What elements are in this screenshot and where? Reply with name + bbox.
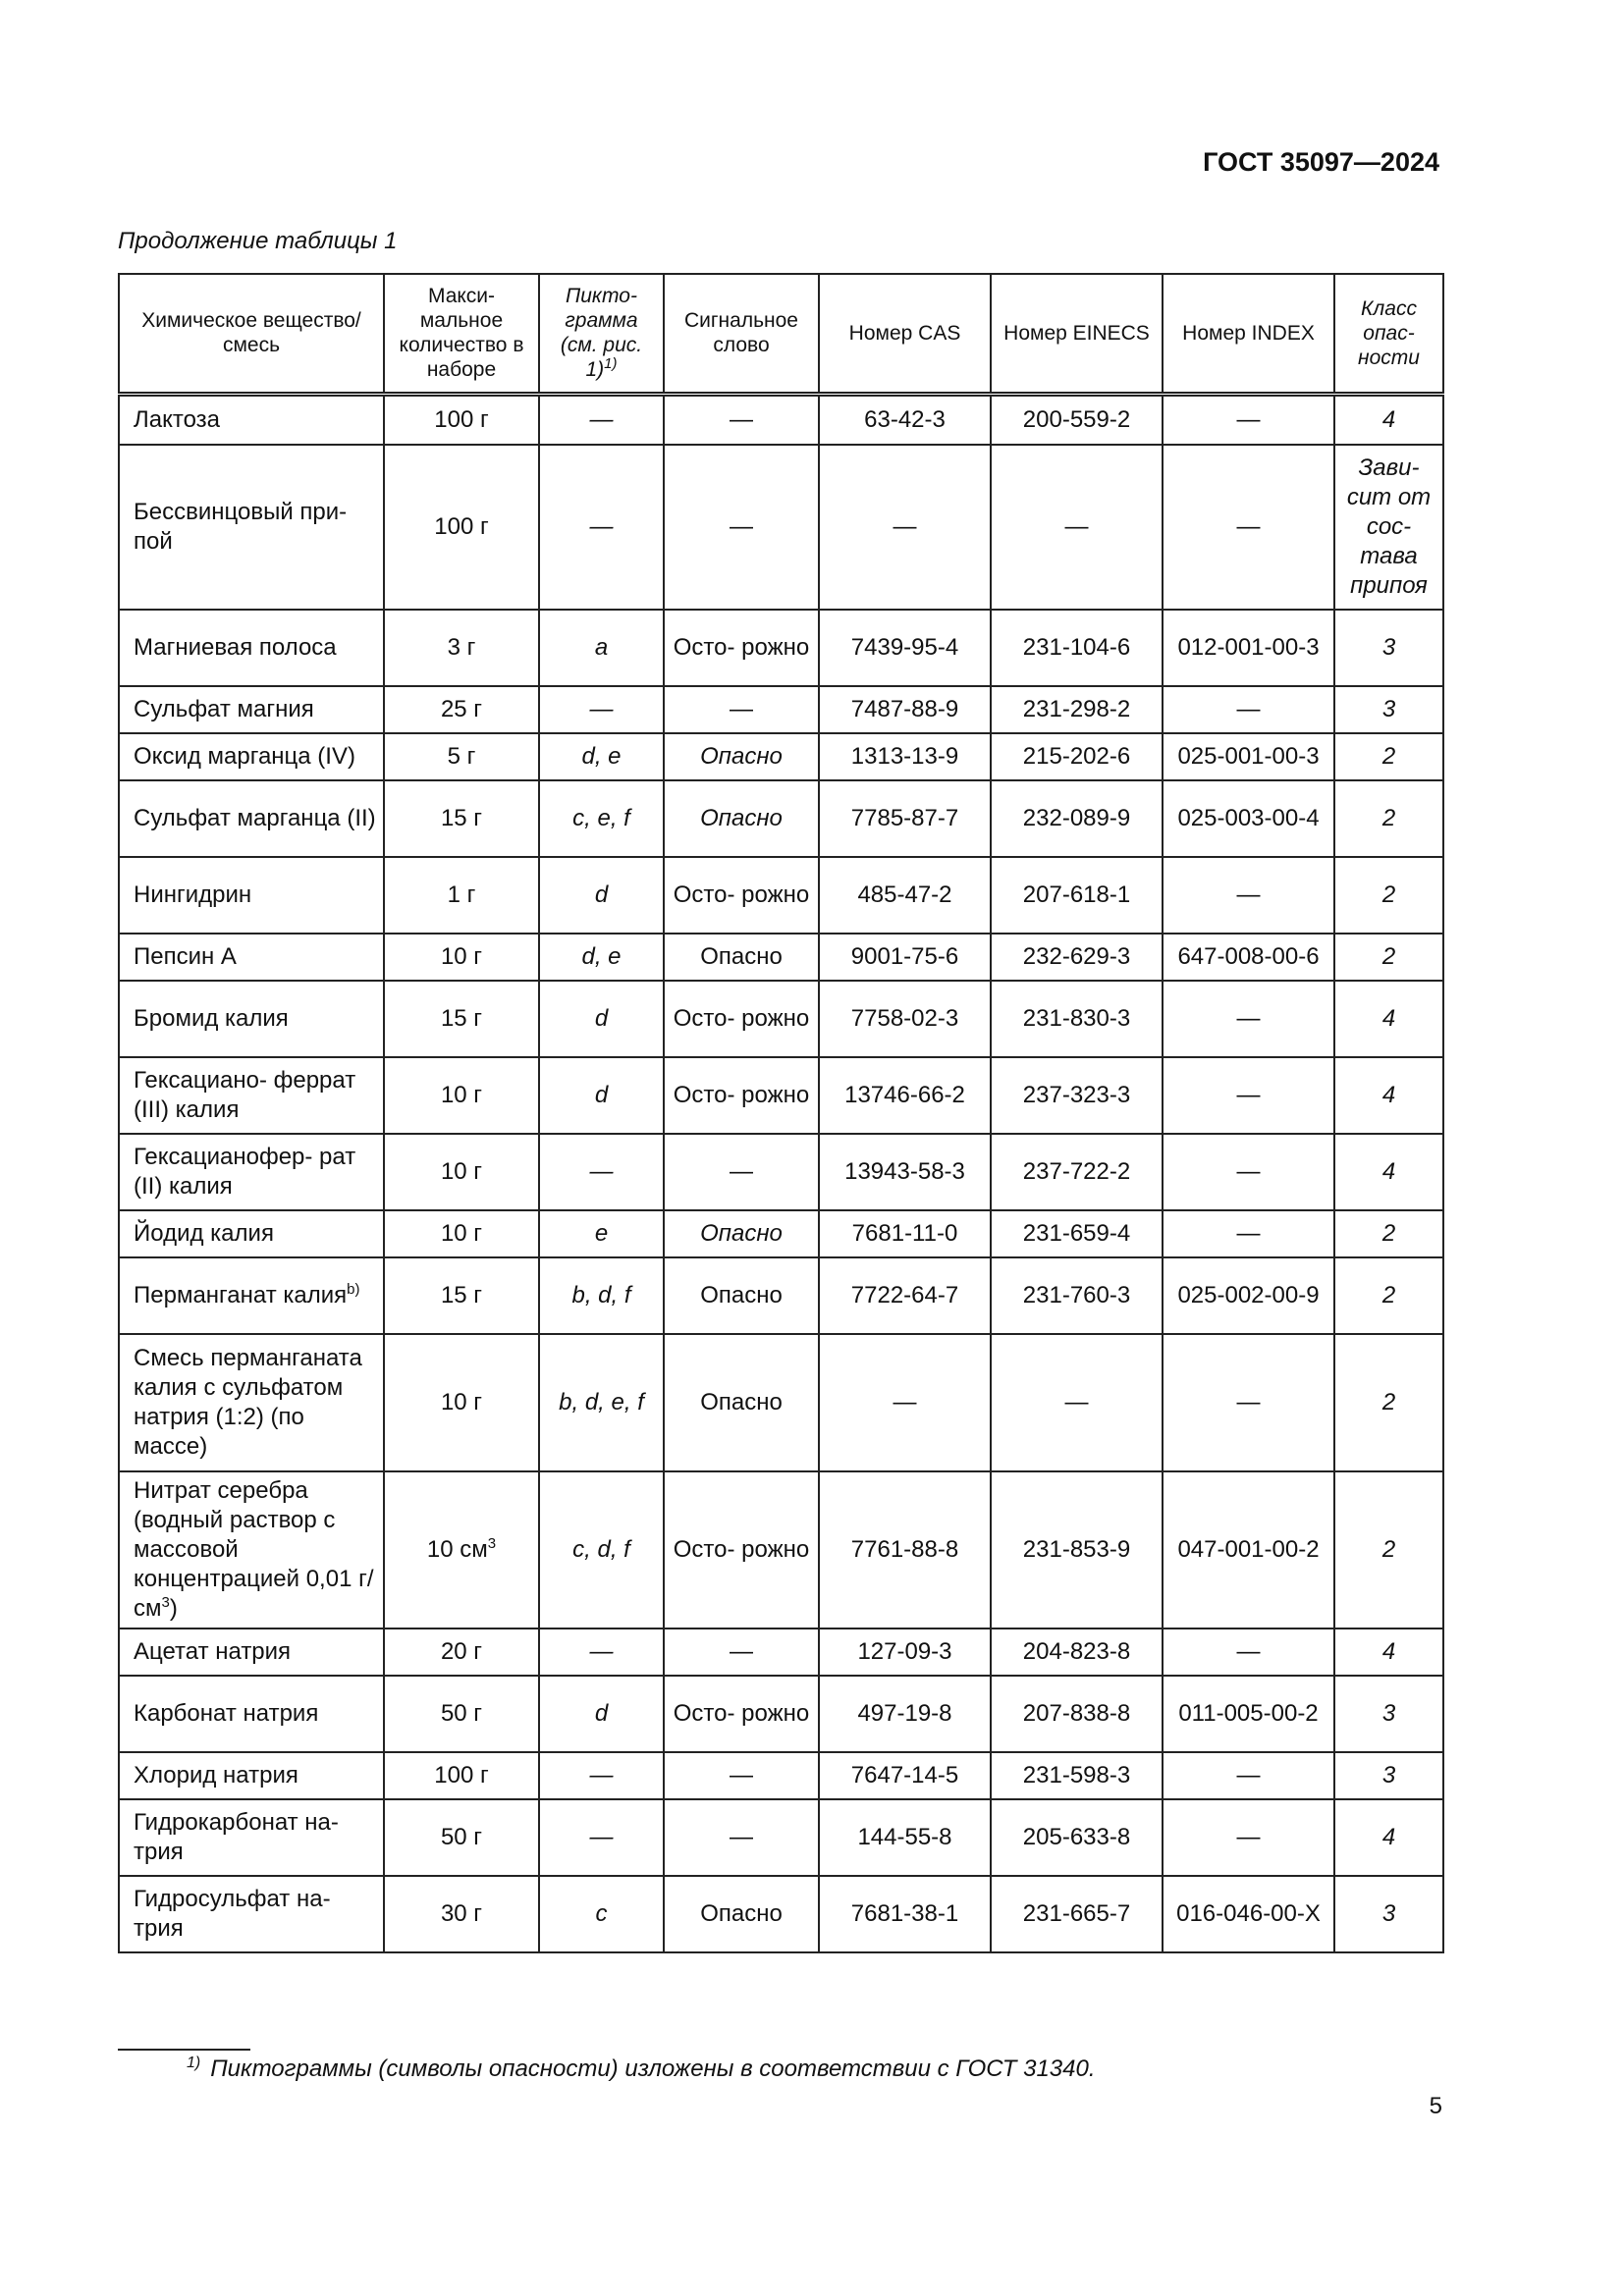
cell-einecs: 207-618-1	[991, 857, 1163, 934]
cell-substance: Сульфат магния	[119, 686, 384, 733]
cell-hazard-class: 2	[1334, 1334, 1443, 1471]
cell-index: —	[1163, 445, 1334, 610]
cell-signal-word: Осто- рожно	[664, 981, 819, 1057]
cell-pictogram: —	[539, 394, 664, 445]
cell-hazard-class: 4	[1334, 1134, 1443, 1210]
cell-signal-word: Опасно	[664, 1876, 819, 1952]
table-row	[119, 1629, 1443, 1676]
cell-cas: 7681-38-1	[819, 1876, 991, 1952]
cell-einecs: 204-823-8	[991, 1629, 1163, 1676]
header-index: Номер INDEX	[1163, 274, 1334, 394]
table-row	[119, 1210, 1443, 1257]
cell-index: —	[1163, 686, 1334, 733]
cell-pictogram: c	[539, 1876, 664, 1952]
cell-signal-word: Опасно	[664, 1257, 819, 1334]
page-number: 5	[1429, 2093, 1442, 2119]
cell-index: —	[1163, 1752, 1334, 1799]
header-hazard-class: Класс опас- ности	[1334, 274, 1443, 394]
cell-index: —	[1163, 1629, 1334, 1676]
table-row	[119, 394, 1443, 445]
cell-signal-word: Опасно	[664, 934, 819, 981]
cell-max-quantity: 10 г	[384, 934, 539, 981]
cell-max-quantity: 5 г	[384, 733, 539, 780]
cell-hazard-class: 4	[1334, 981, 1443, 1057]
cell-substance: Перманганат калия$^{b)}$	[119, 1257, 384, 1334]
cell-substance: Гексацианофер- рат (II) калия	[119, 1134, 384, 1210]
cell-hazard-class: 3	[1334, 686, 1443, 733]
cell-einecs: 207-838-8	[991, 1676, 1163, 1752]
cell-signal-word: Осто- рожно	[664, 857, 819, 934]
cell-cas: 7722-64-7	[819, 1257, 991, 1334]
cell-substance: Бессвинцовый при- пой	[119, 445, 384, 610]
cell-max-quantity: 50 г	[384, 1799, 539, 1876]
cell-hazard-class: Зави- сит от сос- тава припоя	[1334, 445, 1443, 610]
cell-einecs: 215-202-6	[991, 733, 1163, 780]
header-substance: Химическое вещество/ смесь	[119, 274, 384, 394]
table-body	[119, 394, 1443, 1952]
cell-max-quantity: 20 г	[384, 1629, 539, 1676]
table-row	[119, 857, 1443, 934]
cell-max-quantity: 10 г	[384, 1334, 539, 1471]
cell-cas: 497-19-8	[819, 1676, 991, 1752]
cell-max-quantity: 25 г	[384, 686, 539, 733]
cell-einecs: —	[991, 445, 1163, 610]
cell-index: 647-008-00-6	[1163, 934, 1334, 981]
table-row	[119, 1334, 1443, 1471]
cell-pictogram: b, d, e, f	[539, 1334, 664, 1471]
cell-index: —	[1163, 1799, 1334, 1876]
cell-pictogram: d	[539, 857, 664, 934]
cell-pictogram: a	[539, 610, 664, 686]
cell-einecs: 231-665-7	[991, 1876, 1163, 1952]
cell-signal-word: —	[664, 1799, 819, 1876]
table-row	[119, 1057, 1443, 1134]
standard-code: ГОСТ 35097—2024	[1203, 147, 1439, 177]
header-pictogram	[539, 274, 664, 394]
cell-pictogram: —	[539, 1629, 664, 1676]
cell-substance: Сульфат марганца (II)	[119, 780, 384, 857]
cell-index: —	[1163, 1134, 1334, 1210]
cell-einecs: —	[991, 1334, 1163, 1471]
header-pictogram-footnote-ref: 1)	[604, 355, 618, 373]
cell-hazard-class: 3	[1334, 1752, 1443, 1799]
cell-pictogram: d	[539, 981, 664, 1057]
cell-signal-word: Опасно	[664, 1334, 819, 1471]
table-row	[119, 610, 1443, 686]
cell-einecs: 200-559-2	[991, 394, 1163, 445]
cell-signal-word: Осто- рожно	[664, 1057, 819, 1134]
table-row	[119, 1752, 1443, 1799]
cell-cas: 144-55-8	[819, 1799, 991, 1876]
cell-index: 011-005-00-2	[1163, 1676, 1334, 1752]
cell-hazard-class: 3	[1334, 610, 1443, 686]
cell-index: —	[1163, 1210, 1334, 1257]
cell-max-quantity: 10 $см^3$	[384, 1471, 539, 1629]
cell-pictogram: d	[539, 1057, 664, 1134]
cell-hazard-class: 2	[1334, 1257, 1443, 1334]
cell-cas: —	[819, 445, 991, 610]
cell-pictogram: —	[539, 1134, 664, 1210]
cell-cas: 9001-75-6	[819, 934, 991, 981]
cell-signal-word: —	[664, 394, 819, 445]
cell-einecs: 231-598-3	[991, 1752, 1163, 1799]
cell-signal-word: Опасно	[664, 780, 819, 857]
cell-index: 025-002-00-9	[1163, 1257, 1334, 1334]
cell-hazard-class: 4	[1334, 394, 1443, 445]
cell-signal-word: Осто- рожно	[664, 1676, 819, 1752]
cell-cas: 63-42-3	[819, 394, 991, 445]
cell-index: —	[1163, 394, 1334, 445]
cell-index: —	[1163, 857, 1334, 934]
table-row	[119, 1799, 1443, 1876]
table-row	[119, 1134, 1443, 1210]
cell-substance: Нингидрин	[119, 857, 384, 934]
cell-signal-word: —	[664, 1629, 819, 1676]
cell-pictogram: c, e, f	[539, 780, 664, 857]
header-einecs: Номер EINECS	[991, 274, 1163, 394]
cell-einecs: 231-659-4	[991, 1210, 1163, 1257]
cell-substance: Лактоза	[119, 394, 384, 445]
table-row	[119, 780, 1443, 857]
cell-cas: 7487-88-9	[819, 686, 991, 733]
cell-index: —	[1163, 981, 1334, 1057]
footnote-divider	[118, 2049, 250, 2051]
cell-signal-word: —	[664, 686, 819, 733]
cell-cas: 7761-88-8	[819, 1471, 991, 1629]
header-pictogram-text: Пикто- грамма (см. рис. 1)	[560, 285, 643, 382]
cell-signal-word: —	[664, 1752, 819, 1799]
footnote	[187, 2055, 1096, 2083]
cell-pictogram: —	[539, 1799, 664, 1876]
cell-substance: Нитрат серебра (водный раствор с массовой концентрацией 0,01 $г/см^3$)	[119, 1471, 384, 1629]
table-row	[119, 445, 1443, 610]
cell-index: 025-001-00-3	[1163, 733, 1334, 780]
cell-cas: 127-09-3	[819, 1629, 991, 1676]
cell-cas: 1313-13-9	[819, 733, 991, 780]
cell-hazard-class: 2	[1334, 1210, 1443, 1257]
table-row	[119, 686, 1443, 733]
cell-einecs: 237-323-3	[991, 1057, 1163, 1134]
cell-substance: Бромид калия	[119, 981, 384, 1057]
cell-substance: Хлорид натрия	[119, 1752, 384, 1799]
cell-cas: —	[819, 1334, 991, 1471]
cell-index: —	[1163, 1334, 1334, 1471]
cell-hazard-class: 2	[1334, 780, 1443, 857]
table-row	[119, 934, 1443, 981]
cell-substance: Магниевая полоса	[119, 610, 384, 686]
cell-index: 047-001-00-2	[1163, 1471, 1334, 1629]
cell-max-quantity: 15 г	[384, 981, 539, 1057]
header-max-quantity: Макси- мальное количество в наборе	[384, 274, 539, 394]
cell-pictogram: —	[539, 1752, 664, 1799]
cell-pictogram: d, e	[539, 934, 664, 981]
cell-substance: Гидрокарбонат на- трия	[119, 1799, 384, 1876]
cell-pictogram: —	[539, 686, 664, 733]
cell-max-quantity: 100 г	[384, 445, 539, 610]
cell-signal-word: Осто- рожно	[664, 1471, 819, 1629]
cell-substance: Гидросульфат на- трия	[119, 1876, 384, 1952]
cell-substance: Гексациано- феррат (III) калия	[119, 1057, 384, 1134]
cell-substance: Йодид калия	[119, 1210, 384, 1257]
table-header-row	[119, 274, 1443, 394]
cell-pictogram: d	[539, 1676, 664, 1752]
cell-hazard-class: 4	[1334, 1057, 1443, 1134]
cell-signal-word: Осто- рожно	[664, 610, 819, 686]
cell-signal-word: Опасно	[664, 1210, 819, 1257]
table-row	[119, 1471, 1443, 1629]
cell-einecs: 231-853-9	[991, 1471, 1163, 1629]
cell-max-quantity: 15 г	[384, 1257, 539, 1334]
header-cas: Номер CAS	[819, 274, 991, 394]
cell-signal-word: Опасно	[664, 733, 819, 780]
hazard-table	[118, 273, 1444, 1953]
cell-cas: 7681-11-0	[819, 1210, 991, 1257]
cell-einecs: 237-722-2	[991, 1134, 1163, 1210]
cell-substance: Ацетат натрия	[119, 1629, 384, 1676]
cell-index: 016-046-00-X	[1163, 1876, 1334, 1952]
cell-hazard-class: 2	[1334, 733, 1443, 780]
cell-einecs: 231-760-3	[991, 1257, 1163, 1334]
cell-index: 012-001-00-3	[1163, 610, 1334, 686]
cell-pictogram: b, d, f	[539, 1257, 664, 1334]
cell-max-quantity: 10 г	[384, 1210, 539, 1257]
cell-max-quantity: 15 г	[384, 780, 539, 857]
cell-cas: 7647-14-5	[819, 1752, 991, 1799]
cell-max-quantity: 10 г	[384, 1057, 539, 1134]
cell-substance: Карбонат натрия	[119, 1676, 384, 1752]
cell-substance: Смесь перманганата калия с сульфатом натрия (1:2) (по массе)	[119, 1334, 384, 1471]
cell-hazard-class: 2	[1334, 857, 1443, 934]
table-row	[119, 1257, 1443, 1334]
cell-signal-word: —	[664, 1134, 819, 1210]
cell-einecs: 205-633-8	[991, 1799, 1163, 1876]
cell-index: 025-003-00-4	[1163, 780, 1334, 857]
cell-hazard-class: 2	[1334, 1471, 1443, 1629]
table-row	[119, 1676, 1443, 1752]
cell-max-quantity: 10 г	[384, 1134, 539, 1210]
cell-pictogram: —	[539, 445, 664, 610]
cell-max-quantity: 50 г	[384, 1676, 539, 1752]
cell-pictogram: c, d, f	[539, 1471, 664, 1629]
cell-cas: 7439-95-4	[819, 610, 991, 686]
cell-max-quantity: 3 г	[384, 610, 539, 686]
cell-pictogram: d, e	[539, 733, 664, 780]
table-row	[119, 733, 1443, 780]
cell-cas: 7758-02-3	[819, 981, 991, 1057]
cell-einecs: 231-298-2	[991, 686, 1163, 733]
cell-signal-word: —	[664, 445, 819, 610]
cell-index: —	[1163, 1057, 1334, 1134]
cell-cas: 13943-58-3	[819, 1134, 991, 1210]
cell-max-quantity: 100 г	[384, 1752, 539, 1799]
cell-einecs: 231-104-6	[991, 610, 1163, 686]
cell-pictogram: e	[539, 1210, 664, 1257]
table-row	[119, 1876, 1443, 1952]
cell-substance: Пепсин А	[119, 934, 384, 981]
table-row	[119, 981, 1443, 1057]
cell-hazard-class: 4	[1334, 1629, 1443, 1676]
header-signal-word: Сигнальное слово	[664, 274, 819, 394]
cell-einecs: 232-629-3	[991, 934, 1163, 981]
cell-hazard-class: 4	[1334, 1799, 1443, 1876]
cell-cas: 13746-66-2	[819, 1057, 991, 1134]
cell-cas: 485-47-2	[819, 857, 991, 934]
cell-einecs: 232-089-9	[991, 780, 1163, 857]
table-continuation-label: Продолжение таблицы 1	[118, 228, 398, 254]
cell-cas: 7785-87-7	[819, 780, 991, 857]
footnote-text: Пиктограммы (символы опасности) изложены в соответствии с ГОСТ 31340.	[210, 2056, 1096, 2082]
cell-max-quantity: 100 г	[384, 394, 539, 445]
cell-substance: Оксид марганца (IV)	[119, 733, 384, 780]
cell-max-quantity: 1 г	[384, 857, 539, 934]
cell-hazard-class: 2	[1334, 934, 1443, 981]
footnote-marker: 1)	[187, 2055, 201, 2071]
cell-einecs: 231-830-3	[991, 981, 1163, 1057]
cell-hazard-class: 3	[1334, 1676, 1443, 1752]
cell-max-quantity: 30 г	[384, 1876, 539, 1952]
cell-hazard-class: 3	[1334, 1876, 1443, 1952]
